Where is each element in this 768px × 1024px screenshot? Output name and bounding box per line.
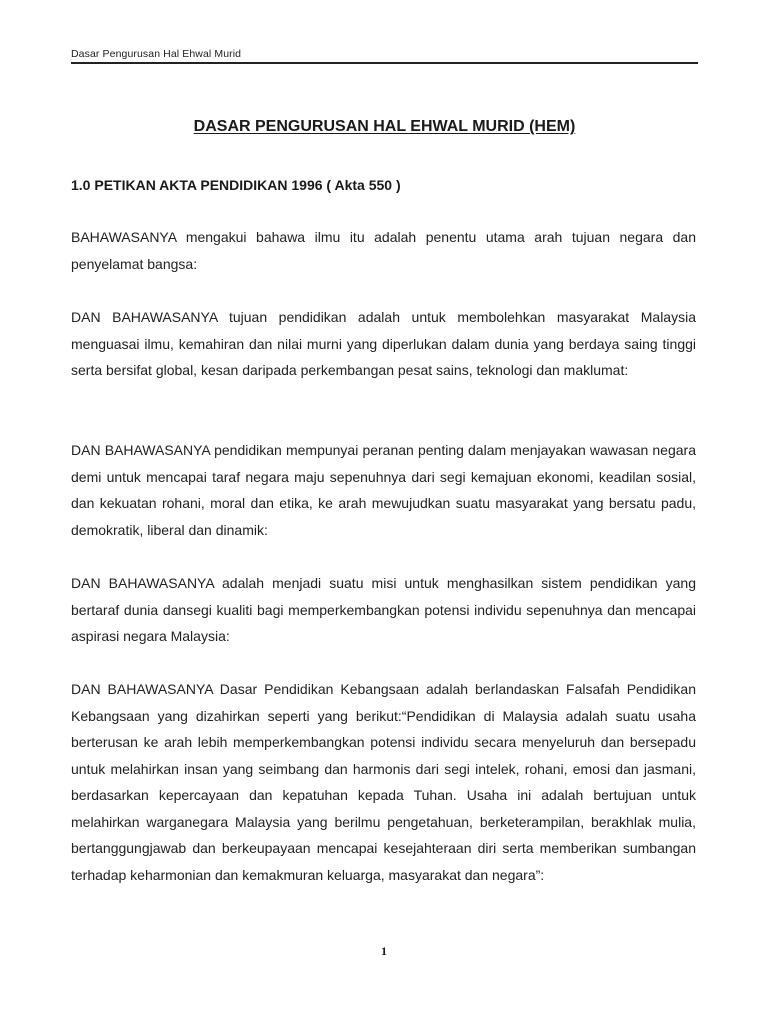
document-title: DASAR PENGURUSAN HAL EHWAL MURID (HEM) (193, 118, 576, 135)
paragraph-2: DAN BAHAWASANYA tujuan pendidikan adalah untuk membolehkan masyarakat Malaysia menguasai ilmu, kemahiran dan nilai murni yang diperlukan dalam dunia yang berdaya saing tinggi serta bersifat global, kesan daripada perkembangan pesat sains, teknologi dan maklumat: (71, 309, 696, 378)
paragraph-1: BAHAWASANYA mengakui bahawa ilmu itu adalah penentu utama arah tujuan negara dan penyelamat bangsa: (71, 229, 696, 272)
running-header: Dasar Pengurusan Hal Ehwal Murid (71, 48, 242, 60)
paragraph-3: DAN BAHAWASANYA pendidikan mempunyai peranan penting dalam menjayakan wawasan negara demi untuk mencapai taraf negara maju sepenuhnya dari segi kemajuan ekonomi, keadilan sosial, dan kekuatan rohani, moral dan etika, ke arah mewujudkan suatu masyarakat yang bersatu padu, demokratik, liberal dan dinamik: (71, 442, 696, 538)
section-heading: 1.0 PETIKAN AKTA PENDIDIKAN 1996 ( Akta 550 ) (71, 177, 401, 193)
paragraph-5: DAN BAHAWASANYA Dasar Pendidikan Kebangsaan adalah berlandaskan Falsafah Pendidikan Kebangsaan yang dizahirkan seperti yang berikut:“Pendidikan di Malaysia adalah suatu usaha berterusan ke arah lebih memperkembangkan potensi individu secara menyeluruh dan bersepadu untuk melahirkan insan yang seimbang dan harmonis dari segi intelek, rohani, emosi dan jasmani, berdasarkan kepercayaan dan kepatuhan kepada Tuhan. Usaha ini adalah bertujuan untuk melahirkan warganegara Malaysia yang berilmu pengetahuan, berketerampilan, berakhlak mulia, bertanggungjawab dan berkeupayaan mencapai kesejahteraan diri serta memberikan sumbangan terhadap keharmonian dan kemakmuran keluarga, masyarakat dan negara”: (71, 681, 696, 883)
header-rule (71, 62, 698, 64)
page-number: 1 (381, 944, 387, 958)
paragraph-4: DAN BAHAWASANYA adalah menjadi suatu misi untuk menghasilkan sistem pendidikan yang bertaraf dunia dansegi kualiti bagi memperkembangkan potensi individu sepenuhnya dan mencapai aspirasi negara Malaysia: (71, 575, 696, 644)
